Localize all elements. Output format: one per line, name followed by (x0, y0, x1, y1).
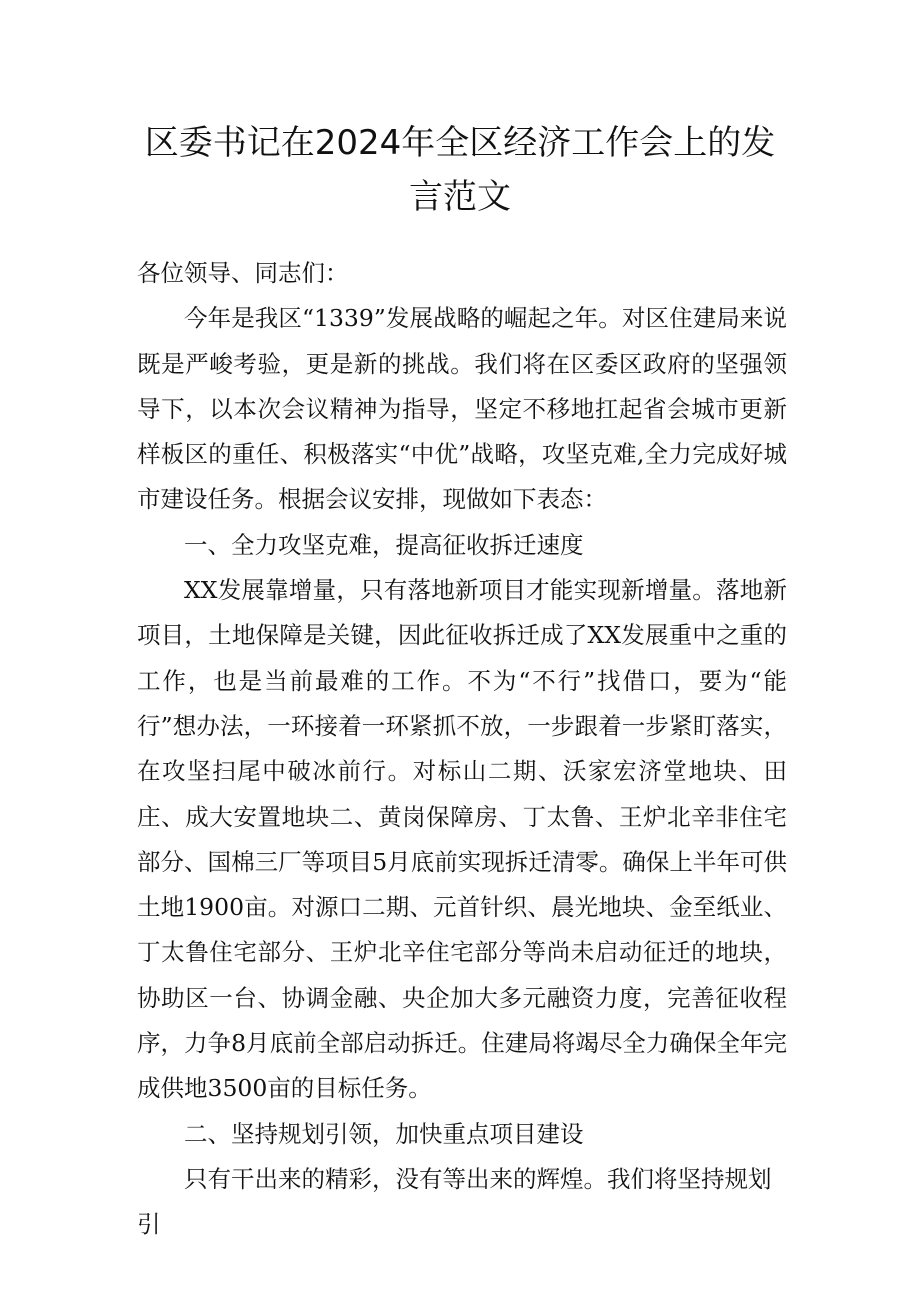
document-body (137, 251, 787, 1248)
document-title: 区委书记在2024年全区经济工作会上的发言范文 (144, 123, 776, 217)
paragraph-intro: 今年是我区“1339”发展战略的崛起之年。对区住建局来说既是严峻考验，更是新的挑战。我们将在区委区政府的坚强领导下，以本次会议精神为指导，坚定不移地扛起省会城市更新样板区的重任、积极落实“中优”战略，攻坚克难,全力完成好城市建设任务。根据会议安排，现做如下表态： (137, 304, 787, 514)
salutation: 各位领导、同志们： (137, 259, 349, 287)
section-heading-1: 一、全力攻坚克难，提高征收拆迁速度 (184, 530, 584, 559)
paragraph-section-2: 只有干出来的精彩，没有等出来的辉煌。我们将坚持规划引 (137, 1164, 772, 1239)
paragraph-section-1: XX发展靠增量，只有落地新项目才能实现新增量。落地新项目，土地保障是关键，因此征收拆迁成了XX发展重中之重的工作，也是当前最难的工作。不为“不行”找借口，要为“能行”想办法，一环接着一环紧抓不放，一步跟着一步紧盯落实，在攻坚扫尾中破冰前行。对标山二期、沃家宏济堂地块、田庄、成大安置地块二、黄岗保障房、丁太鲁、王炉北辛非住宅部分、国棉三厂等项目5月底前实现拆迁清零。确保上半年可供土地1900亩。对源口二期、元首针织、晨光地块、金至纸业、丁太鲁住宅部分、王炉北辛住宅部分等尚未启动征迁的地块，协助区一台、协调金融、央企加大多元融资力度，完善征收程序，力争8月底前全部启动拆迁。住建局将竭尽全力确保全年完成供地3500亩的目标任务。 (137, 576, 787, 1103)
section-heading-2: 二、坚持规划引领，加快重点项目建设 (184, 1119, 584, 1148)
